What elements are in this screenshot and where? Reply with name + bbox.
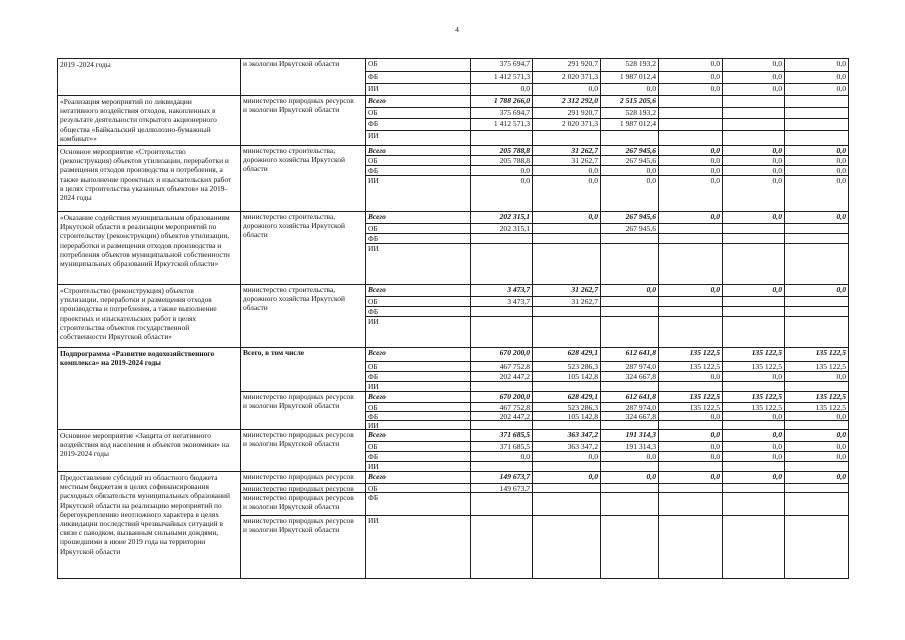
executor-cell: министерство строительства, дорожного хозяйства Иркутской области bbox=[240, 211, 366, 285]
value-cell: 528 193,2 bbox=[600, 107, 659, 119]
value-cell: 3 473,7 bbox=[470, 284, 533, 297]
value-cell: 0,0 bbox=[658, 211, 723, 224]
funding-source-cell: Всего bbox=[365, 211, 471, 224]
value-cell: 0,0 bbox=[658, 71, 723, 84]
funding-source-cell: Всего bbox=[365, 347, 471, 362]
value-cell: 375 694,7 bbox=[470, 58, 533, 72]
value-cell: 0,0 bbox=[532, 83, 601, 96]
value-cell: 612 641,8 bbox=[600, 391, 659, 403]
value-cell: 0,0 bbox=[722, 411, 785, 421]
value-cell: 2 020 371,3 bbox=[532, 118, 601, 131]
measure-name-cell: Предоставление субсидий из областного бюджета местным бюджетам в целях софинансирования расходных обязательств муниципальных образований Иркутской области на реализацию мероприятий по берегоукреплению неотложного характера в целях ликвидации последствий чрезвычайных ситуаций в связи с паводком, вызванным сильными дождями, прошедшими в июне 2019 года на территории Иркутской области bbox=[57, 471, 241, 579]
funding-source-cell: ИИ bbox=[365, 316, 471, 348]
value-cell: 0,0 bbox=[658, 165, 723, 176]
value-cell: 628 429,1 bbox=[532, 391, 601, 403]
value-cell: 0,0 bbox=[784, 83, 849, 96]
value-cell: 363 347,2 bbox=[532, 429, 601, 442]
value-cell: 1 987 012,4 bbox=[600, 71, 659, 84]
value-cell bbox=[658, 492, 723, 516]
value-cell: 467 752,8 bbox=[470, 402, 533, 412]
funding-source-cell: ФБ bbox=[365, 165, 471, 176]
value-cell: 149 673,7 bbox=[470, 483, 533, 493]
value-cell bbox=[470, 492, 533, 516]
funding-source-cell: ИИ bbox=[365, 130, 471, 146]
value-cell: 0,0 bbox=[600, 284, 659, 297]
value-cell: 202 447,2 bbox=[470, 411, 533, 421]
value-cell: 0,0 bbox=[658, 451, 723, 462]
value-cell bbox=[784, 492, 849, 516]
funding-source-cell: ИИ bbox=[365, 243, 471, 285]
value-cell: 0,0 bbox=[658, 83, 723, 96]
funding-source-cell: Всего bbox=[365, 284, 471, 297]
value-cell: 31 262,7 bbox=[532, 145, 601, 156]
value-cell: 0,0 bbox=[722, 371, 785, 382]
value-cell: 0,0 bbox=[532, 211, 601, 224]
value-cell: 205 788,8 bbox=[470, 155, 533, 166]
value-cell: 324 667,8 bbox=[600, 411, 659, 421]
funding-source-cell: ОБ bbox=[365, 296, 471, 307]
value-cell: 1 788 266,0 bbox=[470, 95, 533, 108]
funding-source-cell: ИИ bbox=[365, 461, 471, 472]
value-cell bbox=[722, 243, 785, 285]
funding-source-cell: ОБ bbox=[365, 223, 471, 234]
value-cell: 291 920,7 bbox=[532, 58, 601, 72]
funding-source-cell: ФБ bbox=[365, 71, 471, 84]
value-cell: 0,0 bbox=[600, 83, 659, 96]
value-cell: 628 429,1 bbox=[532, 347, 601, 362]
measure-name-cell: Основное мероприятие «Защита от негативного воздействия вод населения и объектов экономики» на 2019-2024 годы bbox=[57, 429, 241, 472]
value-cell: 0,0 bbox=[532, 471, 601, 484]
value-cell: 0,0 bbox=[722, 155, 785, 166]
value-cell bbox=[722, 492, 785, 516]
funding-source-cell: ФБ bbox=[365, 492, 471, 516]
value-cell: 0,0 bbox=[722, 83, 785, 96]
measure-name-cell: 2019 -2024 годы bbox=[57, 58, 241, 96]
measure-name-cell: «Реализация мероприятий по ликвидации негативного воздействия отходов, накопленных в результате деятельности открытого акционерного общества «Байкальский целлюлозно-бумажный комбинат»» bbox=[57, 95, 241, 146]
funding-source-cell: ОБ bbox=[365, 361, 471, 372]
value-cell: 0,0 bbox=[722, 71, 785, 84]
value-cell bbox=[600, 243, 659, 285]
value-cell: 0,0 bbox=[600, 165, 659, 176]
value-cell: 0,0 bbox=[722, 441, 785, 452]
value-cell: 0,0 bbox=[784, 451, 849, 462]
value-cell: 0,0 bbox=[722, 284, 785, 297]
value-cell: 202 447,2 bbox=[470, 371, 533, 382]
value-cell bbox=[658, 243, 723, 285]
value-cell: 105 142,8 bbox=[532, 371, 601, 382]
value-cell: 0,0 bbox=[658, 441, 723, 452]
value-cell: 0,0 bbox=[532, 451, 601, 462]
value-cell: 135 122,5 bbox=[722, 391, 785, 403]
funding-source-cell: ИИ bbox=[365, 515, 471, 579]
value-cell bbox=[532, 316, 601, 348]
value-cell bbox=[658, 316, 723, 348]
value-cell: 0,0 bbox=[658, 471, 723, 484]
value-cell: 267 945,6 bbox=[600, 155, 659, 166]
value-cell: 467 752,8 bbox=[470, 361, 533, 372]
funding-source-cell: ИИ bbox=[365, 420, 471, 430]
funding-source-cell: ОБ bbox=[365, 58, 471, 72]
value-cell bbox=[658, 130, 723, 146]
value-cell bbox=[600, 316, 659, 348]
value-cell: 0,0 bbox=[722, 211, 785, 224]
value-cell: 0,0 bbox=[470, 451, 533, 462]
value-cell bbox=[600, 130, 659, 146]
value-cell: 0,0 bbox=[470, 175, 533, 212]
value-cell: 135 122,5 bbox=[658, 402, 723, 412]
value-cell: 0,0 bbox=[722, 471, 785, 484]
value-cell: 0,0 bbox=[600, 471, 659, 484]
value-cell: 287 974,0 bbox=[600, 402, 659, 412]
value-cell bbox=[784, 130, 849, 146]
measure-name-cell: Основное мероприятие «Строительство (реконструкция) объектов утилизации, переработки и размещения отходов производства и потребления, а также выполнение проектных и изыскательских работ в целях строительства указанных объектов» на 2019- 2024 годы bbox=[57, 145, 241, 212]
funding-source-cell: ИИ bbox=[365, 381, 471, 392]
value-cell bbox=[784, 316, 849, 348]
value-cell: 149 673,7 bbox=[470, 471, 533, 484]
value-cell: 324 667,8 bbox=[600, 371, 659, 382]
value-cell: 135 122,5 bbox=[784, 391, 849, 403]
value-cell: 0,0 bbox=[658, 155, 723, 166]
value-cell: 0,0 bbox=[784, 211, 849, 224]
value-cell bbox=[722, 515, 785, 579]
value-cell: 1 412 571,3 bbox=[470, 118, 533, 131]
funding-source-cell: ОБ bbox=[365, 107, 471, 119]
value-cell: 612 641,8 bbox=[600, 347, 659, 362]
funding-source-cell: ОБ bbox=[365, 155, 471, 166]
value-cell bbox=[600, 515, 659, 579]
value-cell: 0,0 bbox=[784, 155, 849, 166]
value-cell: 0,0 bbox=[784, 58, 849, 72]
value-cell: 205 788,8 bbox=[470, 145, 533, 156]
funding-source-cell: Всего bbox=[365, 391, 471, 403]
value-cell: 0,0 bbox=[722, 451, 785, 462]
value-cell: 0,0 bbox=[532, 165, 601, 176]
value-cell: 0,0 bbox=[722, 175, 785, 212]
value-cell: 0,0 bbox=[784, 471, 849, 484]
value-cell: 0,0 bbox=[784, 429, 849, 442]
value-cell: 202 315,1 bbox=[470, 211, 533, 224]
funding-source-cell: Всего bbox=[365, 429, 471, 442]
executor-cell: министерство природных ресурсов и экологии Иркутской области bbox=[240, 429, 366, 472]
value-cell bbox=[532, 243, 601, 285]
funding-source-cell: Всего bbox=[365, 145, 471, 156]
value-cell: 135 122,5 bbox=[784, 361, 849, 372]
value-cell: 135 122,5 bbox=[658, 361, 723, 372]
value-cell: 1 987 012,4 bbox=[600, 118, 659, 131]
value-cell: 135 122,5 bbox=[722, 361, 785, 372]
funding-source-cell: ОБ bbox=[365, 441, 471, 452]
executor-cell: министерство строительства, дорожного хозяйства Иркутской области bbox=[240, 145, 366, 212]
value-cell: 0,0 bbox=[470, 165, 533, 176]
value-cell: 135 122,5 bbox=[722, 402, 785, 412]
value-cell: 135 122,5 bbox=[658, 347, 723, 362]
funding-source-cell: ФБ bbox=[365, 451, 471, 462]
value-cell: 3 473,7 bbox=[470, 296, 533, 307]
value-cell: 0,0 bbox=[784, 441, 849, 452]
value-cell bbox=[532, 492, 601, 516]
measure-name-cell: Подпрограмма «Развитие водохозяйственного комплекса» на 2019-2024 годы bbox=[57, 347, 241, 430]
value-cell: 375 694,7 bbox=[470, 107, 533, 119]
executor-cell: министерство строительства, дорожного хозяйства Иркутской области bbox=[240, 284, 366, 348]
value-cell bbox=[532, 515, 601, 579]
value-cell: 31 262,7 bbox=[532, 155, 601, 166]
value-cell: 0,0 bbox=[658, 371, 723, 382]
value-cell: 0,0 bbox=[722, 165, 785, 176]
value-cell: 0,0 bbox=[658, 58, 723, 72]
value-cell: 0,0 bbox=[784, 71, 849, 84]
value-cell: 523 286,3 bbox=[532, 402, 601, 412]
value-cell: 363 347,2 bbox=[532, 441, 601, 452]
value-cell: 670 200,0 bbox=[470, 391, 533, 403]
value-cell: 0,0 bbox=[784, 411, 849, 421]
value-cell: 528 193,2 bbox=[600, 58, 659, 72]
value-cell: 523 286,3 bbox=[532, 361, 601, 372]
value-cell: 0,0 bbox=[722, 58, 785, 72]
value-cell: 135 122,5 bbox=[784, 402, 849, 412]
funding-source-cell: ФБ bbox=[365, 306, 471, 317]
funding-source-cell: ФБ bbox=[365, 371, 471, 382]
value-cell bbox=[784, 515, 849, 579]
value-cell: 0,0 bbox=[658, 145, 723, 156]
value-cell: 31 262,7 bbox=[532, 284, 601, 297]
value-cell: 0,0 bbox=[722, 145, 785, 156]
value-cell: 0,0 bbox=[600, 451, 659, 462]
value-cell bbox=[722, 316, 785, 348]
value-cell: 0,0 bbox=[784, 371, 849, 382]
value-cell: 2 020 371,3 bbox=[532, 71, 601, 84]
measure-name-cell: «Строительство (реконструкция) объектов утилизации, переработки и размещения отходов производства и потребления, а также выполнение проектных и изыскательских работ в целях строительства объектов государственной собственности Иркутской области» bbox=[57, 284, 241, 348]
funding-source-cell: ОБ bbox=[365, 483, 471, 493]
value-cell: 0,0 bbox=[600, 175, 659, 212]
funding-source-cell: ОБ bbox=[365, 402, 471, 412]
value-cell: 267 945,6 bbox=[600, 211, 659, 224]
executor-cell: министерство природных ресурсов и экологии Иркутской области bbox=[240, 391, 366, 430]
value-cell: 2 515 205,6 bbox=[600, 95, 659, 108]
value-cell: 287 974,0 bbox=[600, 361, 659, 372]
value-cell: 191 314,3 bbox=[600, 441, 659, 452]
value-cell bbox=[722, 130, 785, 146]
executor-cell: министерство природных ресурсов bbox=[240, 471, 366, 484]
value-cell: 0,0 bbox=[784, 284, 849, 297]
value-cell bbox=[470, 130, 533, 146]
value-cell: 1 412 571,3 bbox=[470, 71, 533, 84]
value-cell: 371 685,5 bbox=[470, 429, 533, 442]
value-cell: 0,0 bbox=[658, 411, 723, 421]
funding-source-cell: Всего bbox=[365, 471, 471, 484]
funding-source-cell: Всего bbox=[365, 95, 471, 108]
value-cell: 267 945,6 bbox=[600, 145, 659, 156]
value-cell: 267 945,6 bbox=[600, 223, 659, 234]
value-cell: 135 122,5 bbox=[722, 347, 785, 362]
value-cell: 202 315,1 bbox=[470, 223, 533, 234]
value-cell: 0,0 bbox=[784, 175, 849, 212]
funding-source-cell: ФБ bbox=[365, 118, 471, 131]
funding-source-cell: ИИ bbox=[365, 83, 471, 96]
measure-name-cell: «Оказание содействия муниципальным образованиям Иркутской области в реализации мероприятий по строительству (реконструкции) объектов утилизации, переработки и размещения отходов производства и потребления объектов муниципальной собственности муниципальных образований Иркутской области» bbox=[57, 211, 241, 285]
page-number: 4 bbox=[455, 25, 459, 34]
executor-cell: министерство природных ресурсов и экологии Иркутской области bbox=[240, 492, 366, 516]
executor-cell: министерство природных ресурсов bbox=[240, 483, 366, 493]
value-cell bbox=[600, 492, 659, 516]
value-cell: 0,0 bbox=[658, 175, 723, 212]
funding-source-cell: ФБ bbox=[365, 411, 471, 421]
value-cell bbox=[470, 243, 533, 285]
value-cell: 31 262,7 bbox=[532, 296, 601, 307]
value-cell: 291 920,7 bbox=[532, 107, 601, 119]
value-cell bbox=[470, 515, 533, 579]
value-cell bbox=[658, 515, 723, 579]
value-cell: 0,0 bbox=[784, 145, 849, 156]
value-cell: 191 314,3 bbox=[600, 429, 659, 442]
value-cell: 105 142,8 bbox=[532, 411, 601, 421]
value-cell: 0,0 bbox=[470, 83, 533, 96]
value-cell: 0,0 bbox=[658, 284, 723, 297]
value-cell: 135 122,5 bbox=[784, 347, 849, 362]
value-cell: 0,0 bbox=[532, 175, 601, 212]
value-cell: 0,0 bbox=[658, 429, 723, 442]
executor-cell: Всего, в том числе bbox=[240, 347, 366, 392]
value-cell: 0,0 bbox=[722, 429, 785, 442]
value-cell bbox=[784, 243, 849, 285]
funding-source-cell: ИИ bbox=[365, 175, 471, 212]
value-cell bbox=[470, 316, 533, 348]
value-cell: 2 312 292,0 bbox=[532, 95, 601, 108]
executor-cell: министерство природных ресурсов и экологии Иркутской области bbox=[240, 95, 366, 146]
executor-cell: министерство природных ресурсов и экологии Иркутской области bbox=[240, 515, 366, 579]
value-cell: 0,0 bbox=[784, 165, 849, 176]
value-cell bbox=[532, 130, 601, 146]
value-cell: 371 685,5 bbox=[470, 441, 533, 452]
value-cell: 135 122,5 bbox=[658, 391, 723, 403]
value-cell: 670 200,0 bbox=[470, 347, 533, 362]
executor-cell: и экологии Иркутской области bbox=[240, 58, 366, 96]
funding-source-cell: ФБ bbox=[365, 233, 471, 244]
